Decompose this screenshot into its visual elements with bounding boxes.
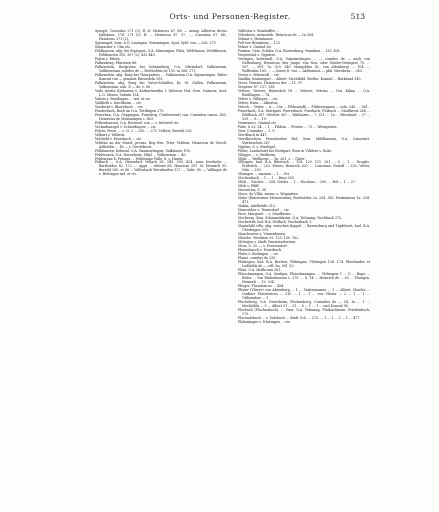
register-entry: Velmar s. Heimbauer. — [238, 36, 274, 41]
register-entry: Veckarhausgel v. Schierdingen ... civ. — [95, 124, 157, 129]
register-entry: Valron s. Reutlingen ... ind. et civ. — [95, 96, 151, 101]
register-entry: Velner s. Gmünd civ. — [238, 44, 272, 49]
register-entry: Vilzingen ... mansen ... 1 ... Ott. — [238, 172, 290, 177]
right-column — [238, 29, 370, 324]
register-entry: Feuerbau, O.A. Göppingen, Furnberg, (Vurberwart) can. Conradus canon. 405. Heinricus de Memmingen c. 403. — [95, 112, 227, 121]
register-entry: Vetsch ... Veiter ... A ... 25a ... Fildwarsdh ... Fildwarsgasse ... solu. 245. ... 561. — [238, 104, 369, 109]
register-entry: Feldeirane b. Prinnes ... Feldeirane Falle, 8. s. Haren. — [95, 156, 184, 161]
register-entry: Flaine, comitys de 250. — [238, 256, 277, 261]
register-entry: Flaitz s. Esslingen ... civ. — [238, 252, 279, 257]
register-entry: Falrin s. Falein. — [95, 56, 121, 61]
register-entry: Felbhausen, behnsal. O.A. Gammertingen, Valkhusen 190. — [95, 148, 191, 153]
register-entry: Vergeristal s. Oppriter. — [238, 52, 276, 57]
register-entry: Sulmacker v. Ulm etc. — [95, 44, 132, 49]
register-entry: Vandlin, brannegart ... Albert, Mechthild, Berthe, Konrad ... Burkhard 345. — [238, 76, 362, 81]
register-entry: Flohmänger s. Nürtingen ... civ. — [238, 319, 291, 324]
register-entry: Flehingen, bad. B.A. Bretten, Vlehingen, Vlehingen 138. 174. Eberhardus et Ludhildis de — cell. ba. 361 (2). — [238, 260, 370, 269]
register-entry: Vaile merita Katharina v. Katharinentha l. Valcerar Hof, Gem. Naturns, tirol. L.G. Meran, Valrain 134. — [95, 88, 227, 97]
register-entry: Valdhelb s. Kirchheim ... civ. — [95, 100, 142, 105]
register-entry: Florinalebach ... s. Sulzbach ... Stadt O.A. ... 273. ... 1 ... 1 ... 2 ... 1 ... 477. — [238, 315, 361, 320]
left-column — [95, 29, 227, 176]
register-entry: Veer, Conradus ... 1. 9. — [238, 128, 276, 133]
register-entry: Vilsk. ... Weilhurus ... 1n. 261. s ... Gärts. — [238, 156, 306, 161]
register-entry: Vilsk ... Vischer ... 204. Gobler ... 1 ... Nicolaus ... 200. ... Hel ... 1 ... 27. — [238, 180, 356, 185]
register-entry: Vallestar s. Bondorffer ... — [238, 29, 280, 33]
register-entry: Spitznagel, burr. A.Ö. Lauingen. Venemingen. Spul, Sybl. von — 256. 275. — [95, 40, 217, 45]
register-entry: Vigilius, S. s. Fendtgel. — [238, 144, 276, 149]
register-entry: Villingen, bad. B.A. Biberach ... 128. 129. 121. 261 ... 5 ... 1 ... Drugbo, Friderich ... 252. Fetzer, Heinrich 200. ... Coutanae, Rudolf ... 259. Vetter, Otto ... 259. — [238, 160, 370, 173]
register-entry: Vischenbach ... 1 ... 1 ... Brun 305. — [238, 176, 295, 181]
register-entry: Vetter s. Villingen ... civ. — [238, 96, 278, 101]
register-entry: Viehe (Ennetumer Messerinlan), Bertholdus 2a. 204. 382. Hermannus 1a. 204. 471. — [238, 196, 370, 205]
register-entry: Veringen, hohenzoll. O.A. Gammertingen ... — comites de — auch von Nellenburg; Heinricus (der Junge, von Neu. oder Nieder-Veringen) 75. ... 107. ... 303. 7a. 329. 340. Mangoldus (II., von Altenburg) ... 104. ... Wolfradus 183. ... — heuer E. von — Abtheimen — phil. Wernhera ... 280. — [238, 56, 370, 73]
page-header — [95, 12, 365, 26]
register-entry: Vester s. Siberwolf ... civ. — [238, 72, 280, 77]
register-entry: Vinca, de Villis, minus. s. Wingarten. — [238, 192, 299, 197]
register-entry: Vischerzy, Gem. Schmandsheim, O.A. Tettnang, Vischbach 272. — [238, 216, 343, 221]
page-number: 513 — [350, 12, 365, 21]
register-entry: Felt ber Bremberg ... 123. — [238, 40, 281, 45]
register-entry: Vilsh s. Pfäff. — [238, 184, 260, 189]
register-entry: Viberbe, Viterbien 29. 123. 130. 162. — [238, 236, 300, 241]
register-entry: Fleischmangen, O.A. Saulgau, Fleischmangen, ... Vlehingen 1 ... O ... Hugo ... Ritter ... von Rüdenhausen s. 279. ... S. 14 ... Heinrich de ... 63 ... Flaingen. Heinrich ... 1e. 204. — [238, 272, 370, 285]
register-entry: Falkenstein, abg. Burg bei Thierparten, ... Valkenstein O.A. Sigmaringen. Ritter Konrad von — genannt Einsiedeln 355. — [95, 72, 227, 81]
register-entry: Vitus, S. 30. — s. Fressendorf. — [238, 244, 288, 249]
register-entry: Velhart v. Velbeck. — [95, 132, 126, 137]
register-entry: Feuerbach, O.A. Stuttgart. Fuererbach, Fuerbach, Fürbach ... Stadtkreis 264 ... Feldbach 267. Velcheit 367 ... Waltharus ... 7. 251. ... 1a ... Wernhard ... 37 ... 129. ... 8 ... 19. — [238, 108, 370, 121]
register-entry: Velcheld v. Feuerbach ... civ. — [95, 136, 142, 141]
register-entry: Vischertrd, buf. B.A. Wolfach, Vischerbach 1. — [238, 220, 313, 225]
register-entry: Vincentius, S. 38. — [238, 188, 267, 193]
register-entry: Florbach (Flachenbach), ... Gem. O.A. Tettnang, Flurbachheim, Friedenbach, 273. — [238, 307, 370, 316]
register-entry: Veuxenes s. Gmünd civ. — [238, 120, 277, 125]
register-entry: Vierdbruchen, Feuerbacher Hof, Gem. Mühlhausen, O.A. Cannstatt. Vierbruchen 267. — [238, 136, 370, 145]
register-entry: Vinkin, Adelheidis 312. — [238, 204, 277, 209]
register-entry: Falkenstein, Burgruine bei Schramberg, O.A. Oberndorf, Valkenstain, Valkhenstain, nobiles de — Bertholdus de 155. in 166. 272. — [95, 64, 227, 73]
register-entry: Falbach ... O.A. Oberndorf, Vellach 63. 149. 200. 424. nunc lesefache ... Bertholdus 82. 172. ... Apps ... editone 66. Henricus 397. St. Heinrich 93. Bertold 280. et 88 ... Vallenbach Wernhardus 127. ... Valie. 85. — Vallinger de s. Bettingen ind. et civ. — [95, 160, 227, 177]
register-entry: Fenken, Gem. Schiler, O.A. Ravensburg, Venniken ... 133. 401. — [238, 48, 341, 53]
register-entry: Fenderbach, Bach im O.A. Tuttlingen 279. — [95, 108, 165, 113]
register-entry: Flein, O.A. Heilbronn 261. — [238, 268, 282, 273]
register-entry: Flister (Vlister) von Ahrenberg ... 1 ... Vaistenaumer ... 1 ... Albert, Charles ... Ourkurt Theodoricus ... 310 ... 1 ... 1 ... von Vlister ... 2 ... 1 ... 1 ... Ottheimber ... 1 — [238, 287, 370, 300]
register-entry: Velenbern, memorieb. Heinricus de — 1a 304. — [238, 32, 315, 37]
register-entry: Falkenstein, abg. Burg bei Unter-Schaffen, Kt. St. Gallen, Falkenstain, Valkenstain, nob. D — de. v. 80. — [95, 80, 227, 89]
register-entry: Vesperer 87. 137. 138. — [238, 84, 276, 89]
register-entry: Vetter. Hans ... Albertus. — [238, 100, 279, 105]
register-entry: Flieger, Theodoricus ... 454. — [238, 284, 285, 288]
register-entry: Vinachwiese s. Vinnenbusen. — [238, 232, 286, 237]
register-entry: Felbenhausen, O.A. Rottweil, von — s. Rottweil civ. — [95, 120, 179, 125]
register-entry: Feleta, Feste, ... c. II. 2 ... 250. ... 272. Velheit, Bertold 202. — [95, 128, 193, 133]
register-entry: Vinnenthor s. Tennisdorf ... civ. — [238, 208, 290, 213]
register-entry: Veser, Venetus, Heinricus der ... 11. 57. — [238, 80, 304, 85]
register-entry: Vittenjen s. Stadt Vinsweindorsten. — [238, 240, 297, 245]
register-entry: Flocheberg, O.A. Neresheim, Flockenberg, Cunradus de — 54. 1a ... 1 ... Mechtildis ... 5 ... Albert 51 ... 51 ... 8 ... 1 ... 1 ... und Konrad 56. — [238, 299, 370, 308]
register-entry: Vierdbuch in 447. — [238, 132, 268, 137]
register-entry: First, Margaret ... s. Maulbronn ... — [238, 212, 295, 217]
register-entry: Vastlacht v. Rhorebach ... civ. — [95, 104, 144, 109]
register-entry: Viliages ... s. Weilheim. — [238, 152, 277, 157]
register-entry: Feldhausen, abg. bei Espingen, O.A. Münsingen, Pfalz, Veldthusen, Weldthusen, Feldhausen 305. 307 (2). 432-440. — [95, 48, 227, 57]
register-entry: Falkenberg, Pfarreien 86. — [95, 60, 138, 65]
register-entry: Feldernach, O.A. Neresheim, Sibyl ... Valkenstain ... 40. — [95, 152, 187, 157]
register-entry: Spiegel, Conradus 271 (2); ff. el. Heinricus 67. 68. — armig. Albertus dictus Kalbynen. 176. 271 (2). ff. ... Heinricus 47. 37. ..., Conradus 67. 68.; Heinricus 271 (2). — [95, 29, 227, 41]
register-entry: Veldens an der Mosel, preuss. Reg.-Bez. Trier, Veldenz. Heinricus de Gerolt. Aelheidis ... 1b — s. Geroldseck. — [95, 140, 227, 149]
running-title: Orts- und Personen-Register. — [169, 12, 291, 21]
register-entry: Fabe, 8 23. 54. ... 1 ... Fildrin ... Pütreis ... 73 ... Weingarten. — [238, 124, 338, 129]
register-entry: Vetters, Veterre, Büiersbch Ot ... Veterre, Vetrino ... 1eü. Kilian ... O.A. Riedlingen ... 74. — [238, 88, 370, 97]
register-entry: Fleneubarch s. Feuerbach. — [238, 248, 283, 253]
register-entry: Vineinhild villa, abg. zwischen Koppel ... Ravensburg und Tüpfelsert, bad. B.A. Überlingen 330. — [238, 224, 370, 233]
register-entry: Filder, Landschaft bei Stuttgart. Born in Villdere s. Rohr. — [238, 148, 332, 153]
